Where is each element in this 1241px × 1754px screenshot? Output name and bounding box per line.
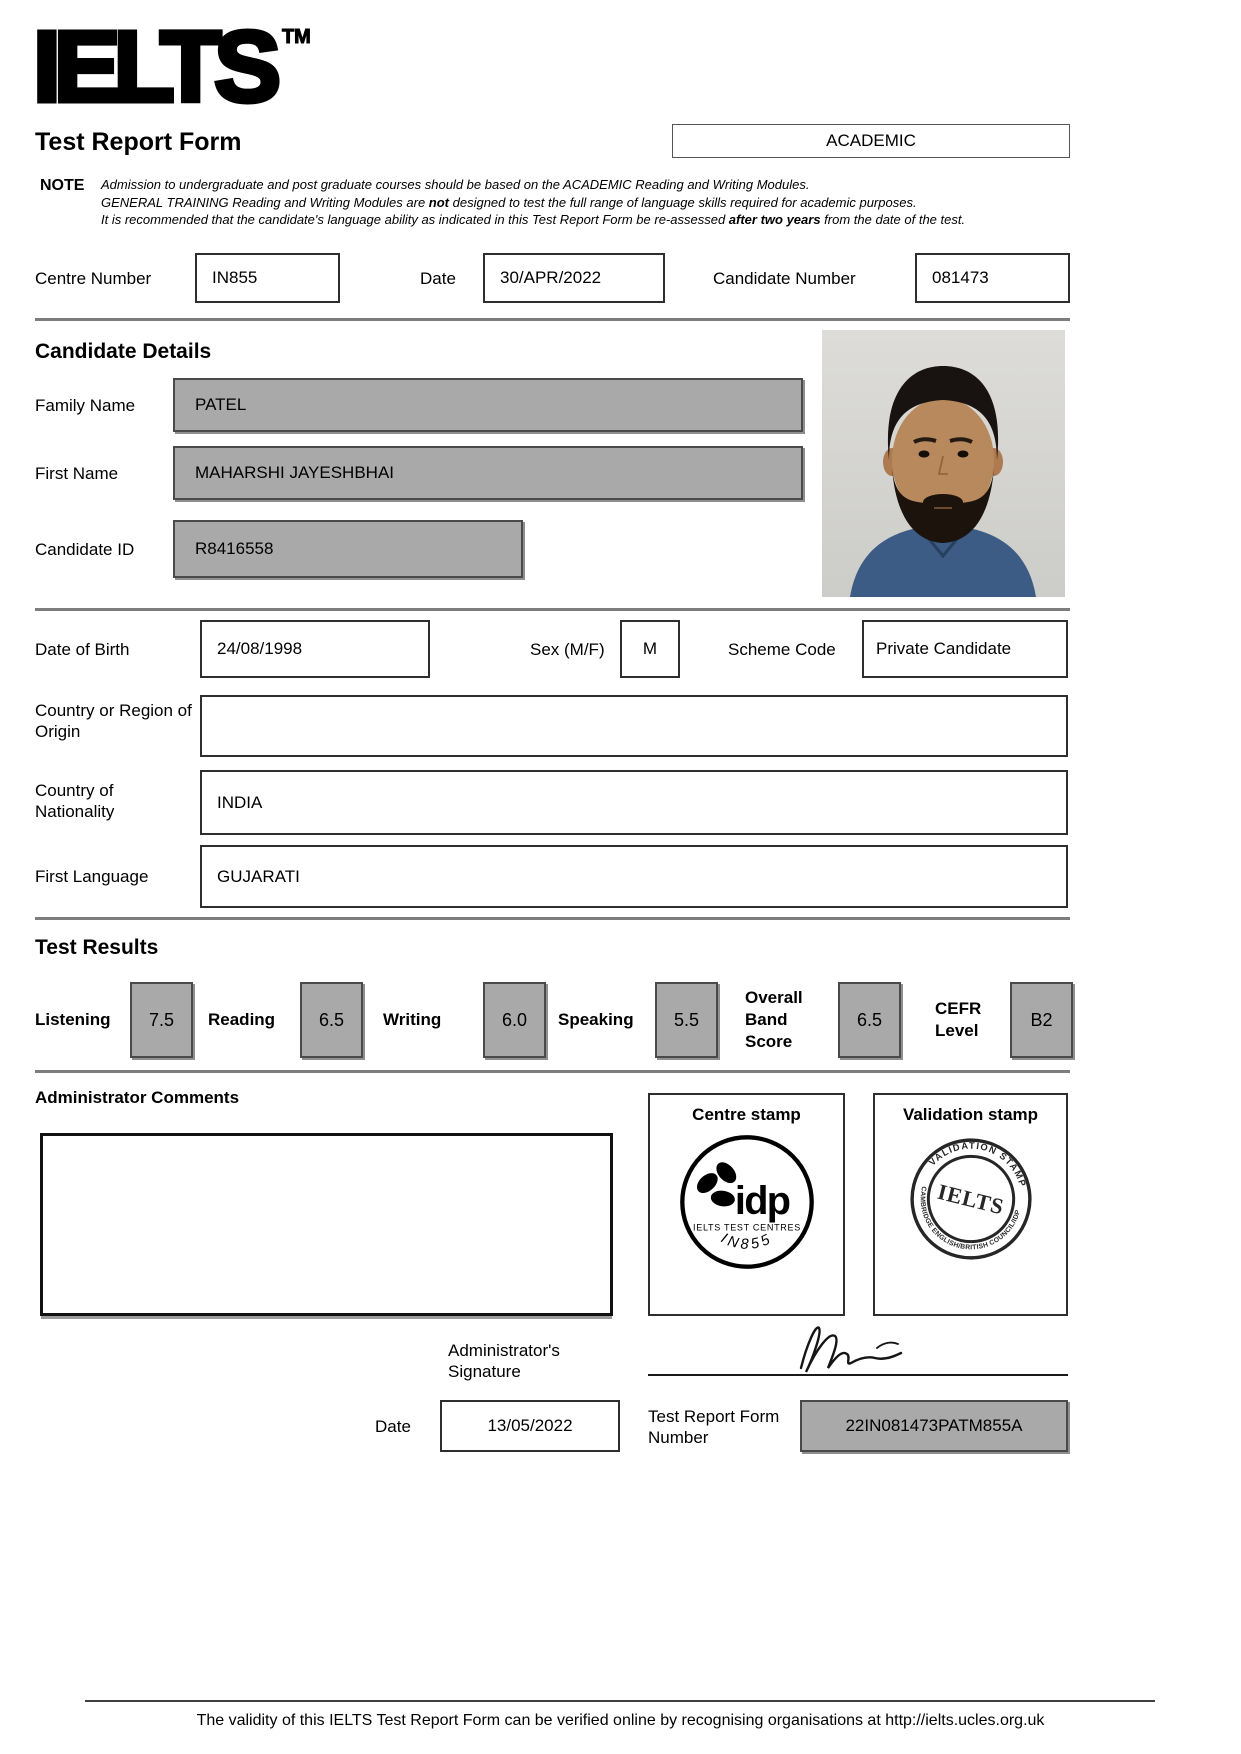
candidate-number-field xyxy=(915,253,1070,303)
test-date-value: 30/APR/2022 xyxy=(500,268,602,287)
score-value-cefr: B2 xyxy=(1030,1009,1053,1030)
admin-date-label: Date xyxy=(375,1417,411,1436)
trf-number-field xyxy=(800,1400,1068,1452)
admin-date-value: 13/05/2022 xyxy=(487,1416,573,1435)
score-value-overall-band: 6.5 xyxy=(856,1009,883,1030)
sex-field xyxy=(620,620,680,678)
score-box-listening xyxy=(130,982,193,1058)
section-divider xyxy=(35,608,1070,611)
candidate-id-label: Candidate ID xyxy=(35,540,135,559)
first-name-value: MAHARSHI JAYESHBHAI xyxy=(195,463,395,482)
validation-stamp-arc-top: VALIDATION STAMP xyxy=(926,1140,1028,1189)
idp-centre-stamp xyxy=(678,1133,816,1271)
centre-stamp-box xyxy=(648,1093,845,1316)
score-label-speaking: Speaking xyxy=(558,1010,634,1029)
idp-caption-text: IELTS TEST CENTRES xyxy=(692,1222,801,1233)
note-line-2-pre: GENERAL TRAINING Reading and Writing Modules are xyxy=(101,194,429,210)
admin-date-field xyxy=(440,1400,620,1452)
note-line-1 xyxy=(101,176,991,194)
family-name-field xyxy=(173,378,803,432)
trf-number-label: Test Report Form Number xyxy=(648,1407,780,1447)
ielts-logo xyxy=(33,11,311,123)
score-box-cefr xyxy=(1010,982,1073,1058)
nationality-label: Country of Nationality xyxy=(35,781,115,821)
note-line-3-pre: It is recommended that the candidate's language ability as indicated in this Test Report Form be re-assessed xyxy=(101,212,729,227)
signature-scribble xyxy=(785,1318,920,1376)
idp-brand-text: idp xyxy=(734,1179,789,1224)
administrator-comments-title: Administrator Comments xyxy=(35,1088,240,1107)
note-line-2 xyxy=(101,194,991,212)
first-language-label: First Language xyxy=(35,867,149,886)
first-language-field xyxy=(200,845,1068,908)
note-text xyxy=(101,176,991,229)
family-name-label: Family Name xyxy=(35,396,136,415)
administrator-signature xyxy=(785,1318,920,1376)
footer-verification-text: The validity of this IELTS Test Report Form can be verified online by recognising organisations at http://ielts.ucles.org.uk xyxy=(196,1712,1045,1729)
first-language-value: GUJARATI xyxy=(217,866,300,886)
validation-stamp-box xyxy=(873,1093,1068,1316)
note-line-2-post: designed to test the full range of language skills required for academic purposes. xyxy=(449,194,917,210)
section-divider xyxy=(35,917,1070,920)
trademark-symbol: TM xyxy=(281,26,311,48)
centre-number-value: IN855 xyxy=(212,268,258,287)
centre-number-label: Centre Number xyxy=(35,269,152,288)
trf-number-value: 22IN081473PATM855A xyxy=(845,1416,1023,1435)
sex-value: M xyxy=(642,639,658,658)
score-box-overall-band xyxy=(838,982,901,1058)
score-box-speaking xyxy=(655,982,718,1058)
note-label: NOTE xyxy=(40,177,85,194)
family-name-value: PATEL xyxy=(195,395,247,414)
note-line-3-bold: after two years xyxy=(728,212,821,227)
nationality-field xyxy=(200,770,1068,835)
note-line-1-text: Admission to undergraduate and post graduate courses should be based on the ACADEMIC Reading and Writing Modules. xyxy=(101,177,810,192)
scheme-code-field xyxy=(862,620,1068,678)
sex-label: Sex (M/F) xyxy=(530,640,605,659)
administrator-comments-box xyxy=(40,1133,613,1316)
note-line-2-bold: not xyxy=(428,194,449,210)
country-origin-label: Country or Region of Origin xyxy=(35,701,192,741)
section-divider xyxy=(35,1070,1070,1073)
first-name-label: First Name xyxy=(35,464,119,483)
score-label-reading: Reading xyxy=(208,1010,276,1029)
validation-stamp-title: Validation stamp xyxy=(902,1105,1039,1124)
candidate-id-value: R8416558 xyxy=(195,539,274,558)
score-value-listening: 7.5 xyxy=(148,1009,175,1030)
footer-divider xyxy=(85,1700,1155,1702)
score-label-overall-band: Overall Band Score xyxy=(745,988,803,1051)
test-date-field xyxy=(483,253,665,303)
nationality-value: INDIA xyxy=(217,792,263,812)
candidate-id-field xyxy=(173,520,523,578)
score-box-writing xyxy=(483,982,546,1058)
country-origin-field xyxy=(200,695,1068,757)
scheme-code-value: Private Candidate xyxy=(876,639,1012,658)
test-date-label: Date xyxy=(420,269,456,288)
candidate-photo xyxy=(822,330,1065,597)
score-value-reading: 6.5 xyxy=(318,1009,345,1030)
module-box xyxy=(672,124,1070,158)
centre-stamp-title: Centre stamp xyxy=(692,1105,801,1124)
validation-stamp-arc-bottom: CAMBRIDGE ENGLISH/BRITISH COUNCIL/IDP xyxy=(918,1185,1022,1252)
form-title: Test Report Form xyxy=(35,128,242,156)
validation-stamp-seal xyxy=(907,1135,1035,1263)
score-label-writing: Writing xyxy=(383,1010,442,1029)
signature-line xyxy=(648,1374,1068,1376)
score-label-listening: Listening xyxy=(35,1010,111,1029)
test-results-title: Test Results xyxy=(35,936,159,959)
validation-stamp-center-text: IELTS xyxy=(934,1178,1007,1220)
score-value-writing: 6.0 xyxy=(501,1009,528,1030)
section-divider xyxy=(35,318,1070,321)
candidate-number-label: Candidate Number xyxy=(713,269,856,288)
candidate-photo-image xyxy=(822,330,1065,597)
score-label-cefr: CEFR Level xyxy=(935,999,982,1040)
note-line-3-post: from the date of the test. xyxy=(820,212,966,227)
centre-number-field xyxy=(195,253,340,303)
note-line-3 xyxy=(101,211,991,229)
module-label: ACADEMIC xyxy=(826,131,916,150)
scheme-code-label: Scheme Code xyxy=(728,640,836,659)
administrator-signature-label: Administrator's Signature xyxy=(448,1341,560,1381)
first-name-field xyxy=(173,446,803,500)
score-value-speaking: 5.5 xyxy=(673,1009,700,1030)
date-of-birth-field xyxy=(200,620,430,678)
date-of-birth-value: 24/08/1998 xyxy=(217,639,303,658)
date-of-birth-label: Date of Birth xyxy=(35,640,130,659)
ielts-logo-text: IELTS xyxy=(33,11,274,123)
score-box-reading xyxy=(300,982,363,1058)
candidate-number-value: 081473 xyxy=(932,268,989,287)
centre-stamp-code: IN855 xyxy=(717,1230,776,1253)
candidate-details-title: Candidate Details xyxy=(35,340,212,363)
